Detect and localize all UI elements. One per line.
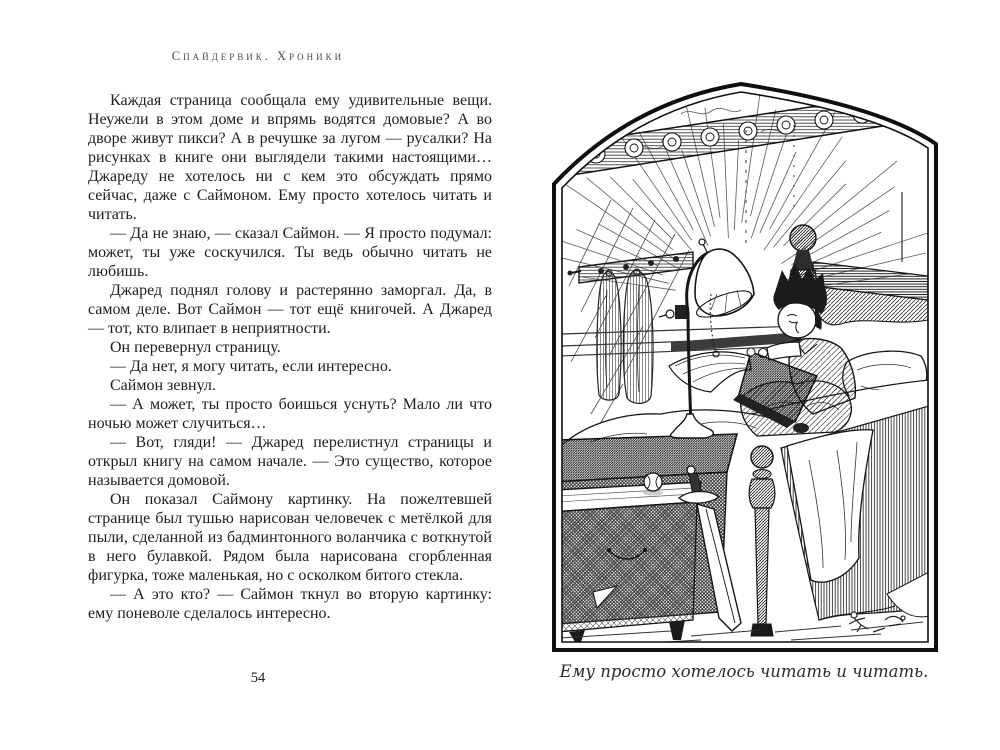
carved-beam	[559, 96, 883, 250]
paragraph: Он перевернул страницу.	[110, 339, 281, 356]
paragraph: — А это кто? — Саймон ткнул во вторую картинку: ему поневоле сделалось интересно.	[88, 586, 492, 622]
page-number: 54	[250, 670, 266, 686]
paragraph: Джаред поднял голову и растерянно заморгал. Да, в самом деле. Вот Саймон — тот ещё книгочей. А Джаред — тот, кто влипает в неприятности.	[88, 282, 492, 337]
paragraph: Он показал Саймону картинку. На пожелтевшей странице был тушью нарисован человечек с метёлкой для пыли, сделанной из бадминтонного воланчика с воткнутой в него булавкой. Рядом была нарисована сгорбленная фигурка, тоже маленькая, но с осколком битого стекла.	[88, 491, 492, 584]
paragraph: — Да нет, я могу читать, если интересно.	[110, 358, 392, 375]
face	[778, 302, 816, 338]
baseball	[643, 473, 663, 496]
paragraph: Каждая страница сообщала ему удивительные вещи. Неужели в этом доме и впрямь водятся домовые? А во дворе живут пикси? А в речушке за лугом — русалки? На рисунках в книге они выглядели такими настоящими… Джареду не хотелось ни с кем это обсуждать прямо сейчас, даже с Саймоном. Ему просто хотелось читать и читать.	[88, 92, 492, 223]
illustration	[551, 80, 939, 653]
running-header: Спайдервик. Хроники	[171, 49, 345, 63]
body-text	[88, 91, 492, 623]
page-right	[510, 0, 1000, 750]
bedroom-illustration	[551, 80, 939, 653]
hanging-garments	[597, 269, 653, 403]
paragraph: — Да не знаю, — сказал Саймон. — Я просто подумал: может, ты уже соскучился. Ты ведь обычно читать не любишь.	[88, 225, 492, 280]
bed-footpost	[749, 446, 775, 636]
paragraph: — А может, ты просто боишься уснуть? Мало ли что ночью может случиться…	[88, 396, 492, 432]
bench	[551, 482, 701, 642]
illustration-caption: Ему просто хотелось читать и читать.	[559, 662, 929, 681]
paragraph: — Вот, гляди! — Джаред перелистнул страницы и открыл книгу на самом начале. — Это существо, которое называется домовой.	[88, 434, 492, 489]
paragraph: Саймон зевнул.	[110, 377, 216, 394]
